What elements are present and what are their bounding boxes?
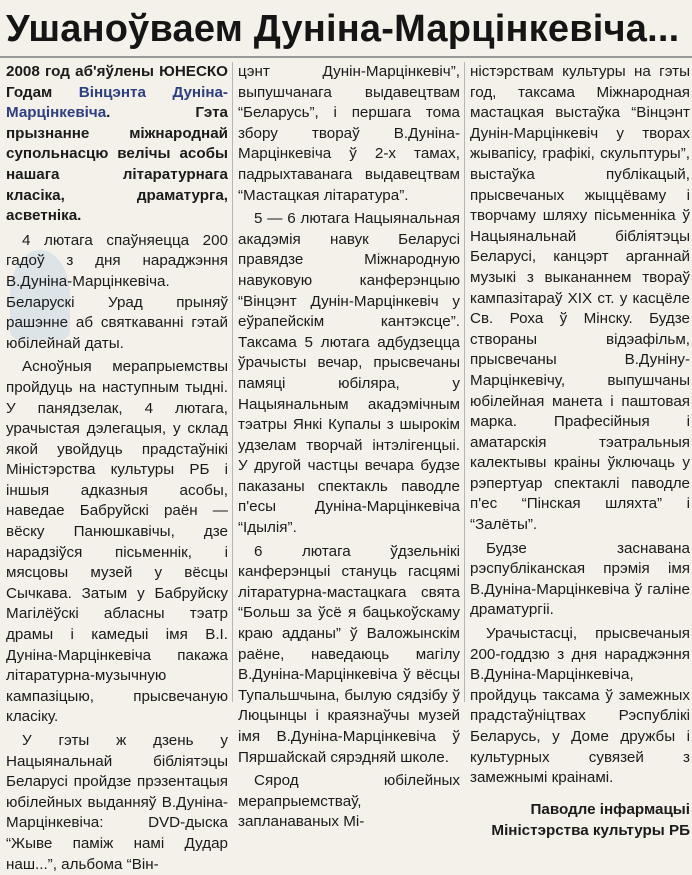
- paragraph: Асноўныя мерапрыемствы пройдуць на наступным тыдні. У панядзелак, 4 лютага, урачыстая дэлегацыя, у склад якой увойдуць прадстаўнікі Міністэрства культуры РБ і іншыя адказныя асобы, наведае Бабруйскі раён — вёску Панюшкавічы, дзе нарадзіўся пісьменнік, і мясцовы музей у вёсцы Сычкава. Затым у Бабруйску Магілёўскі абласны тэатр драмы і камедыі імя В.І. Дуніна-Марцінкевіча пакажа літаратурна-музычную кампазіцыю, прысвечаную класіку.: [6, 358, 228, 726]
- paragraph: 4 лютага спаўняецца 200 гадоў з дня нараджэння В.Дуніна-Марцінкевіча. Беларускі Урад прыняў рашэнне аб святкаванні гэтай юбілейнай даты.: [6, 231, 228, 352]
- lead-highlight: Вінцэнта Дуніна-Марцінкевіча: [6, 83, 228, 122]
- lead-paragraph: [6, 62, 228, 227]
- paragraph: 6 лютага ўдзельнікі канферэнцыі стануць гасцямі літаратурна-мастацкага свята “Больш за ўсё я бацькоўскаму краю адданы” ў Валожынскім раёне, наведаюць магілу В.Дуніна-Марцінкевіча ў вёсцы Тупальшчына, былую сядзібу ў Люцынцы і краязнаўчы музей імя В.Дуніна-Марцінкевіча ў Пяршайскай сярэдняй школе.: [238, 542, 460, 766]
- signature-line-1: Паводле інфармацыі: [530, 800, 690, 818]
- paragraph: Будзе заснавана рэспубліканская прэмія імя В.Дуніна-Марцінкевіча ў галіне драматургіі.: [470, 539, 690, 619]
- source-signature: [470, 799, 690, 841]
- paragraph: Сярод юбілейных мерапрыемстваў, запланаваных Мі-: [238, 772, 460, 831]
- lead-text-b: . Гэта прызнанне міжнароднай супольнасцю велічы асобы нашага літаратурнага класіка, драматурга, асветніка.: [6, 104, 228, 225]
- column-2: [238, 62, 460, 831]
- column-1: [6, 62, 228, 873]
- signature-line-2: Міністэрства культуры РБ: [491, 821, 690, 839]
- column-divider: [232, 62, 233, 702]
- paragraph: ністэрствам культуры на гэты год, таксама Міжнародная мастацкая выстаўка “Вінцэнт Дунін-Марцінкевіч у творах жывапісу, графікі, скульптуры”, выстаўка публікацый, прысвечаных жыццёваму і творчаму шляху пісьменніка ў Нацыянальнай бібліятэцы Беларусі, канцэрт арганнай музыкі з выкананнем твораў кампазітараў XIX ст. у касцёле Св. Роха ў Мінску. Будзе створаны відэафільм, прысвечаны В.Дуніну-Марцінкевічу, выпушчаны юбілейная манета і паштовая марка. Прафесійныя і аматарскія тэатральныя калектывы краіны ўключаць у рэпертуар спектаклі паводле п'ес “Пінская шляхта” і “Залёты”.: [470, 63, 690, 534]
- paragraph: У гэты ж дзень у Нацыянальнай бібліятэцы Беларусі пройдзе прэзентацыя юбілейных выданняў В.Дуніна-Марцінкевіча: DVD-дыска “Жыве паміж намі Дудар наш...”, альбома “Він-: [6, 732, 228, 873]
- paragraph: 5 — 6 лютага Нацыянальная акадэмія навук Беларусі правядзе Міжнародную навуковую канферэнцыю “Вінцэнт Дунін-Марцінкевіч у еўрапейскім кантэксце”. Таксама 5 лютага адбудзецца ўрачысты вечар, прысвечаны памяці юбіляра, у Нацыянальным акадэмічным тэатры Янкі Купалы з шырокім удзелам творчай інтэлігенцыі. У другой частцы вечара будзе паказаны спектакль паводле п'есы Дуніна-Марцінкевіча “Ідылія”.: [238, 210, 460, 537]
- lead-text-a: 2008 год аб'яўлены ЮНЕСКО Годам: [6, 63, 228, 101]
- paragraph: Урачыстасці, прысвечаныя 200-годдзю з дня нараджэння В.Дуніна-Марцінкевіча, пройдуць таксама ў замежных прадстаўніцтвах Рэспублікі Беларусь, у Доме дружбы і культурных сувязей з замежнымі краінамі.: [470, 625, 690, 787]
- paragraph: цэнт Дунін-Марцінкевіч”, выпушчанага выдавецтвам “Беларусь”, і першага тома збору твораў В.Дуніна-Марцінкевіча ў 2-х тамах, падрыхтаванага выдавецтвам “Мастацкая літаратура”.: [238, 63, 460, 204]
- column-3: [470, 62, 690, 839]
- headline-rule: [0, 56, 692, 58]
- column-divider: [464, 62, 465, 702]
- headline: Ушаноўваем Дуніна-Марцінкевіча...: [6, 8, 680, 50]
